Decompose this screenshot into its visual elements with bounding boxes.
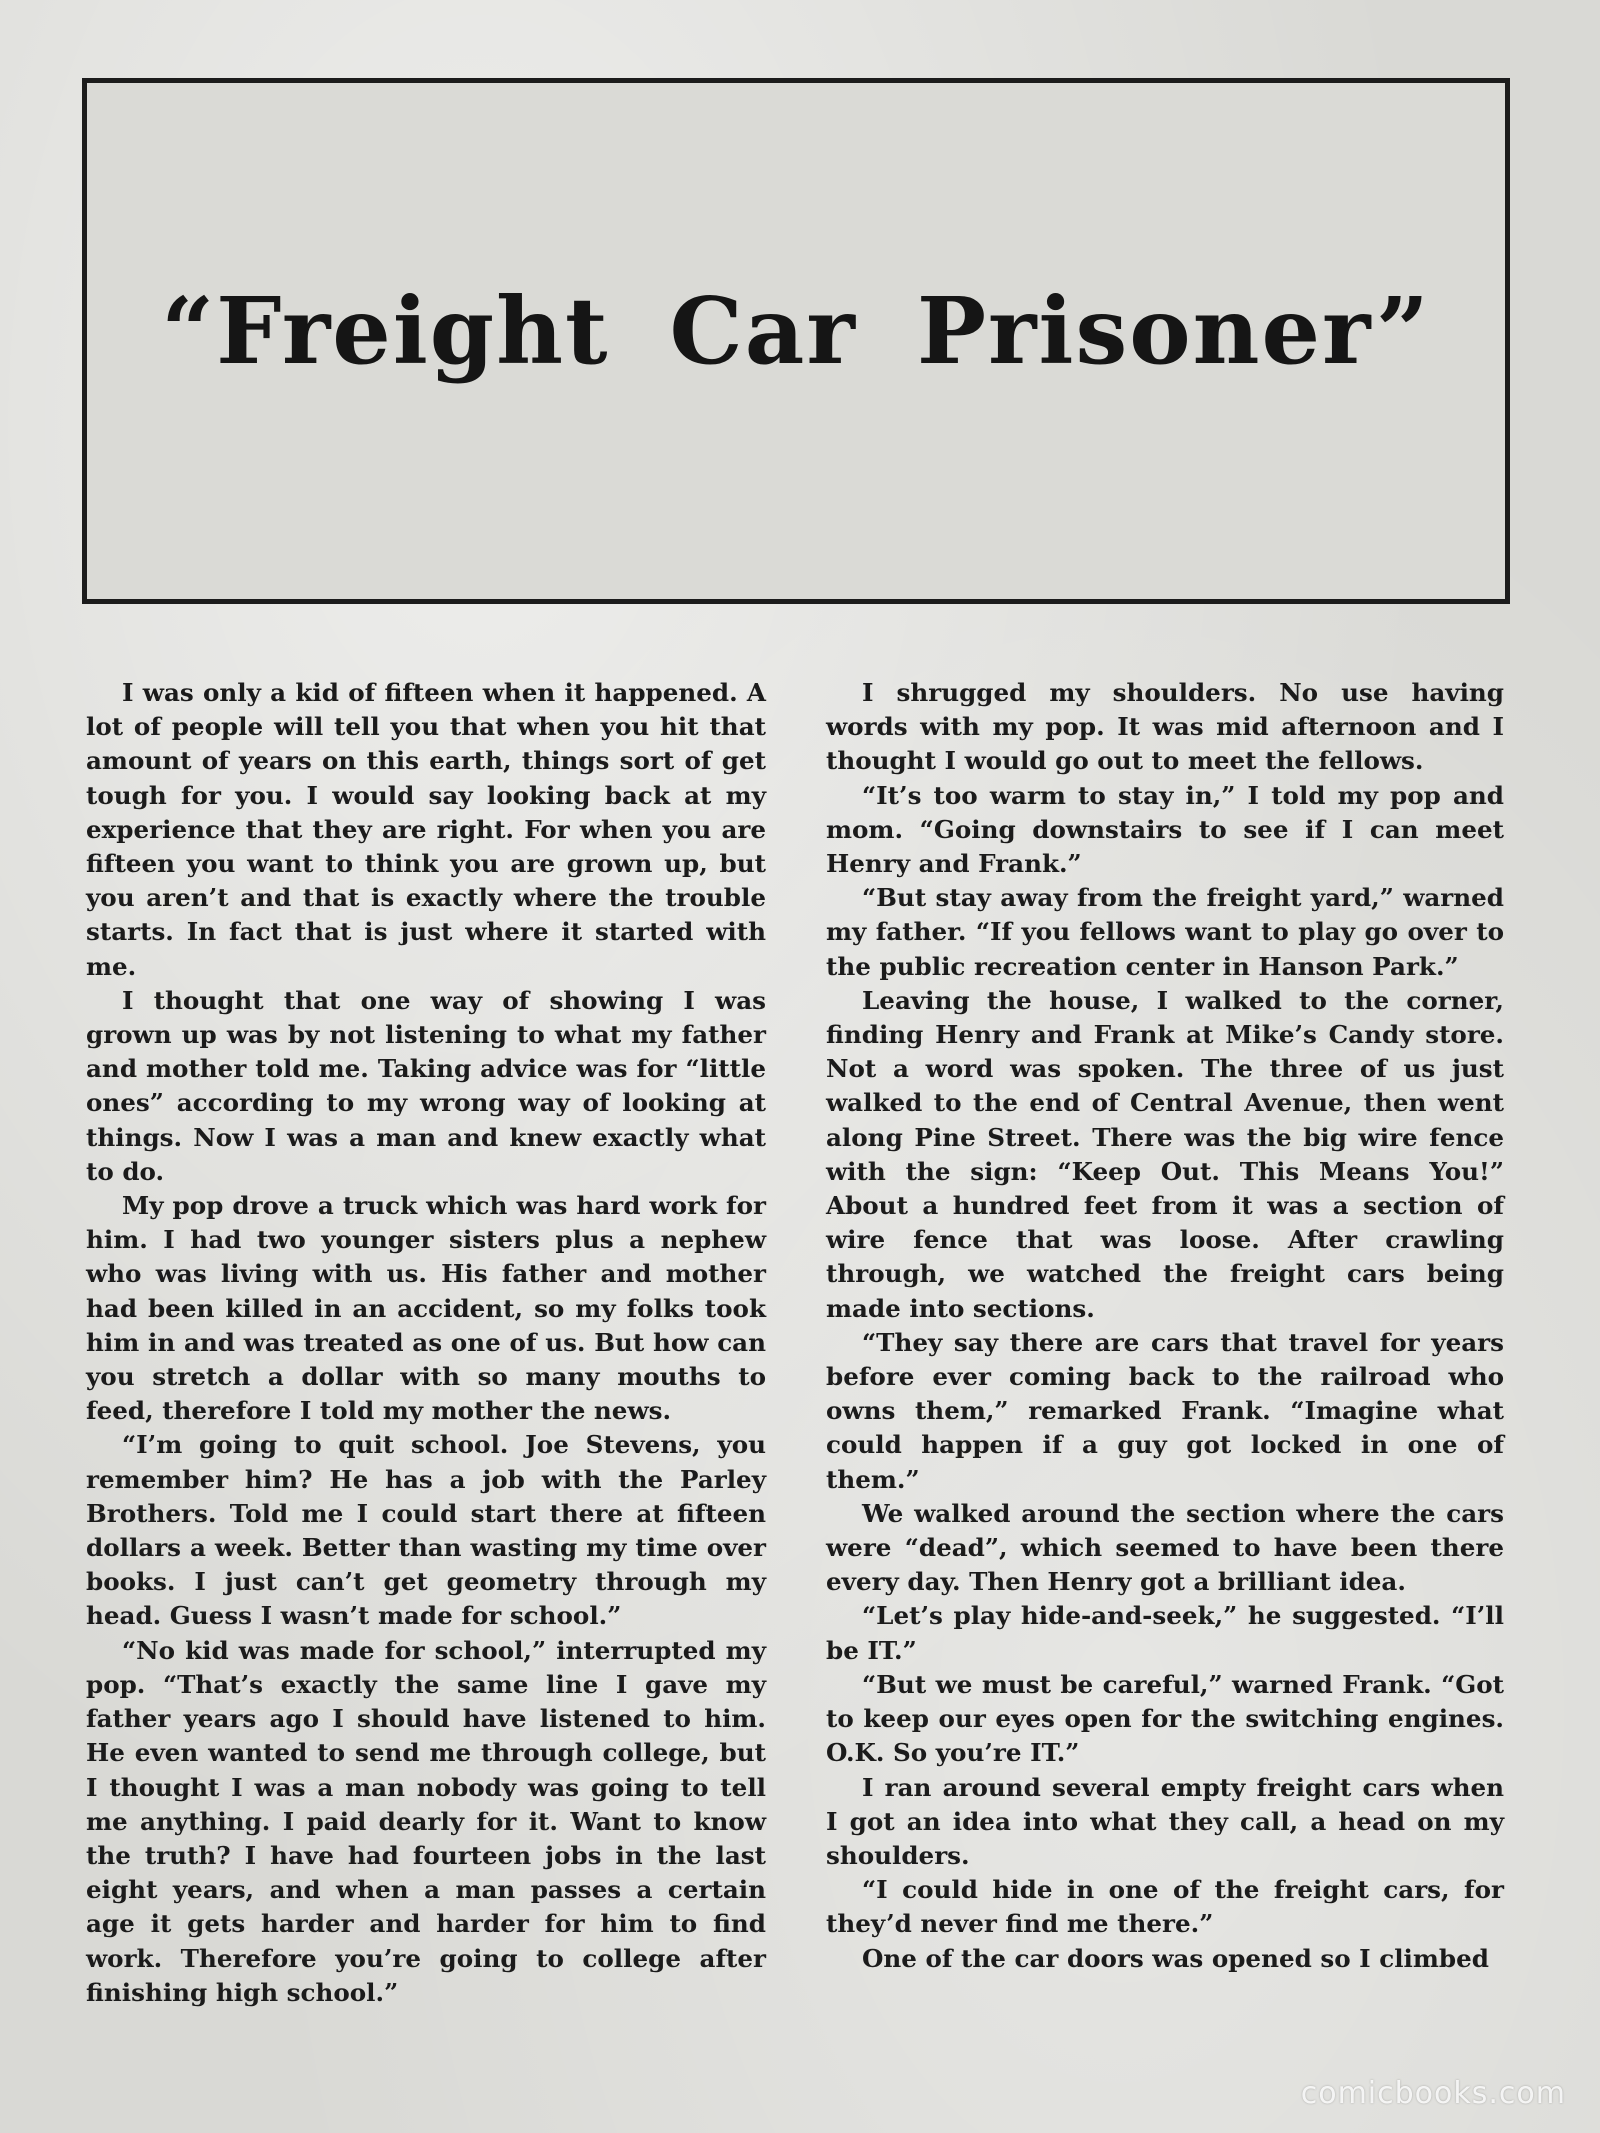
paragraph: “But we must be careful,” warned Frank. “Got to keep our eyes open for the switching engines. O.K. So you’re IT.” — [826, 1669, 1504, 1768]
watermark: comicbooks.com — [1300, 2076, 1566, 2111]
paragraph: “Let’s play hide-and-seek,” he suggested. “I’ll be IT.” — [826, 1601, 1504, 1665]
paragraph: Leaving the house, I walked to the corner, finding Henry and Frank at Mike’s Candy store. Not a word was spoken. The three of us just walked to the end of Central Avenue, then went along Pine Street. There was the big wire fence with the sign: “Keep Out. This Means You!” About a hundred feet from it was a section of wire fence that was loose. After crawling through, we watched the freight cars being made into sections. — [826, 985, 1504, 1323]
paragraph: I was only a kid of fifteen when it happened. A lot of people will tell you that when you hit that amount of years on this earth, things sort of get tough for you. I would say looking back at my experience that they are right. For when you are fifteen you want to think you are grown up, but you aren’t and that is exactly where the trouble starts. In fact that is just where it started with me. — [86, 678, 766, 981]
paragraph: We walked around the section where the cars were “dead”, which seemed to have been there every day. Then Henry got a brilliant idea. — [826, 1498, 1504, 1597]
title-box — [82, 78, 1510, 604]
paragraph: My pop drove a truck which was hard work for him. I had two younger sisters plus a nephew who was living with us. His father and mother had been killed in an accident, so my folks took him in and was treated as one of us. But how can you stretch a dollar with so many mouths to feed, therefore I told my mother the news. — [86, 1191, 766, 1426]
left-column — [86, 676, 766, 2010]
paragraph: “I could hide in one of the freight cars, for they’d never find me there.” — [826, 1875, 1504, 1939]
paragraph: I ran around several empty freight cars when I got an idea into what they call, a head on my shoulders. — [826, 1772, 1504, 1870]
paragraph: I shrugged my shoulders. No use having words with my pop. It was mid afternoon and I thought I would go out to meet the fellows. — [826, 678, 1504, 776]
paragraph: “But stay away from the freight yard,” warned my father. “If you fellows want to play go over to the public recreation center in Hanson Park.” — [826, 883, 1504, 981]
paragraph: “It’s too warm to stay in,” I told my pop and mom. “Going downstairs to see if I can meet Henry and Frank.” — [826, 780, 1504, 879]
paragraph: “They say there are cars that travel for years before ever coming back to the railroad who owns them,” remarked Frank. “Imagine what could happen if a guy got locked in one of them.” — [826, 1327, 1504, 1494]
paragraph: One of the car doors was opened so I climbed — [862, 1943, 1489, 1973]
story-title: “Freight Car Prisoner” — [161, 277, 1431, 385]
right-column — [826, 676, 1504, 1976]
paragraph: “No kid was made for school,” interrupted my pop. “That’s exactly the same line I gave my father years ago I should have listened to him. He even wanted to send me through college, but I thought I was a man nobody was going to tell me anything. I paid dearly for it. Want to know the truth? I have had fourteen jobs in the last eight years, and when a man passes a certain age it gets harder and harder for him to find work. Therefore you’re going to college after finishing high school.” — [86, 1635, 766, 2007]
paragraph: “I’m going to quit school. Joe Stevens, you remember him? He has a job with the Parley Brothers. Told me I could start there at fifteen dollars a week. Better than wasting my time over books. I just can’t get geometry through my head. Guess I wasn’t made for school.” — [86, 1430, 766, 1631]
paragraph: I thought that one way of showing I was grown up was by not listening to what my father and mother told me. Taking advice was for “little ones” according to my wrong way of looking at things. Now I was a man and knew exactly what to do. — [86, 985, 766, 1186]
